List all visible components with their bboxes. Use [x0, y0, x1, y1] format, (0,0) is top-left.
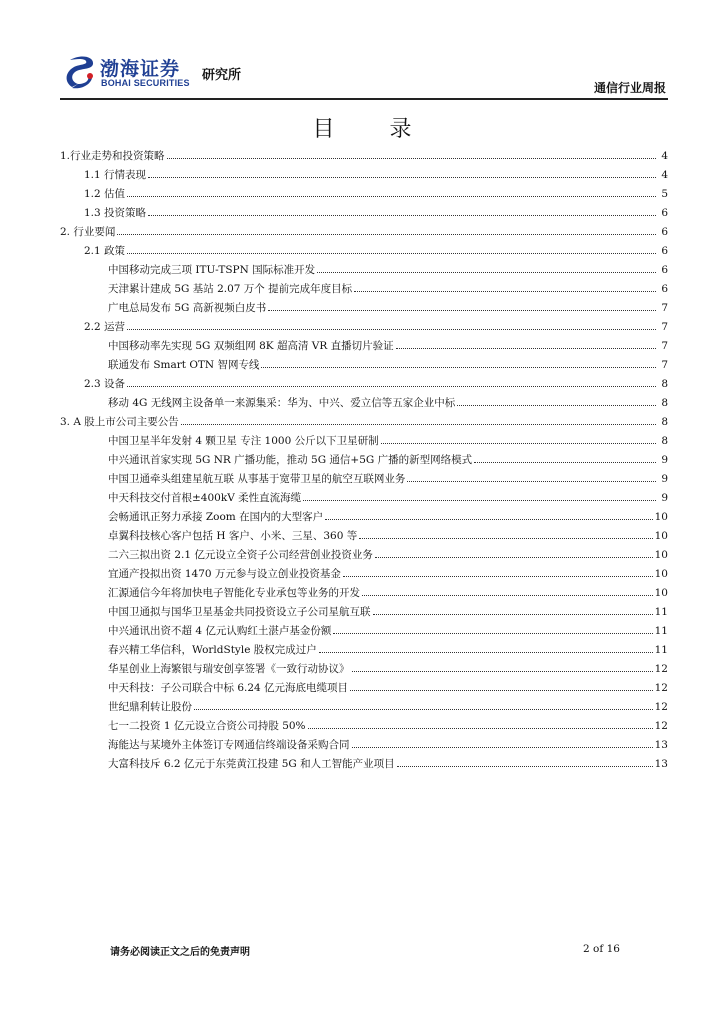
toc-entry-label: 中天科技：子公司联合中标 6.24 亿元海底电缆项目 [108, 682, 349, 694]
toc-entry-label: 中国移动率先实现 5G 双频组网 8K 超高清 VR 直播切片验证 [108, 340, 394, 352]
toc-entry-page: 6 [661, 264, 668, 276]
toc-entry-label: 2.1 政策 [84, 245, 126, 257]
toc-entry[interactable] [60, 622, 668, 641]
toc-dot-leader [407, 481, 656, 482]
toc-dot-leader [303, 500, 656, 501]
institute-name: 研究所 [202, 68, 242, 83]
toc-entry-label: 会畅通讯正努力承接 Zoom 在国内的大型客户 [108, 511, 324, 523]
toc-entry-page: 10 [654, 549, 668, 561]
toc-dot-leader [343, 576, 653, 577]
toc-entry-page: 6 [661, 207, 668, 219]
toc-dot-leader [127, 386, 656, 387]
toc-entry-page: 7 [661, 359, 668, 371]
toc-entry[interactable] [60, 242, 668, 261]
toc-entry-page: 11 [654, 644, 668, 656]
toc-entry[interactable] [60, 565, 668, 584]
toc-entry-label: 春兴精工华信科，WorldStyle 股权完成过户 [108, 644, 317, 656]
toc-entry-page: 6 [661, 283, 668, 295]
toc-entry[interactable] [60, 337, 668, 356]
toc-entry[interactable] [60, 432, 668, 451]
toc-entry-label: 中国卫星半年发射 4 颗卫星 专注 1000 公斤以下卫星研制 [108, 435, 379, 447]
toc-entry-label: 海能达与某境外主体签订专网通信终端设备采购合同 [108, 739, 350, 751]
toc-entry-page: 10 [654, 568, 668, 580]
logo-english-name: BOHAI SECURITIES [101, 78, 190, 88]
toc-entry-label: 移动 4G 无线网主设备单一来源集采：华为、中兴、爱立信等五家企业中标 [108, 397, 456, 409]
toc-dot-leader [457, 405, 656, 406]
toc-entry[interactable] [60, 280, 668, 299]
toc-entry[interactable] [60, 223, 668, 242]
toc-entry-page: 7 [661, 302, 668, 314]
toc-entry-page: 6 [661, 245, 668, 257]
toc-entry[interactable] [60, 546, 668, 565]
toc-entry-page: 12 [654, 663, 668, 675]
toc-dot-leader [261, 367, 656, 368]
toc-entry[interactable] [60, 413, 668, 432]
toc-entry[interactable] [60, 470, 668, 489]
toc-dot-leader [359, 538, 652, 539]
toc-dot-leader [354, 291, 656, 292]
toc-entry-page: 11 [654, 606, 668, 618]
toc-entry[interactable] [60, 299, 668, 318]
toc-entry[interactable] [60, 394, 668, 413]
toc-entry[interactable] [60, 660, 668, 679]
toc-entry-page: 10 [654, 511, 668, 523]
logo-chinese-name: 渤海证券 [100, 58, 181, 80]
toc-entry-page: 13 [654, 758, 668, 770]
toc-entry[interactable] [60, 489, 668, 508]
toc-entry[interactable] [60, 584, 668, 603]
toc-entry-page: 5 [661, 188, 668, 200]
toc-dot-leader [167, 158, 656, 159]
toc-entry-label: 汇源通信今年将加快电子智能化专业承包等业务的开发 [108, 587, 360, 599]
toc-entry[interactable] [60, 603, 668, 622]
table-of-contents [60, 147, 668, 774]
toc-dot-leader [127, 329, 656, 330]
disclaimer-note: 请务必阅读正文之后的免责声明 [110, 947, 250, 958]
toc-entry-label: 天津累计建成 5G 基站 2.07 万个 提前完成年度目标 [108, 283, 353, 295]
toc-entry[interactable] [60, 527, 668, 546]
toc-entry[interactable] [60, 185, 668, 204]
toc-entry-page: 8 [661, 416, 668, 428]
toc-dot-leader [352, 671, 653, 672]
toc-entry[interactable] [60, 508, 668, 527]
toc-entry-label: 联通发布 Smart OTN 智网专线 [108, 359, 260, 371]
toc-entry-page: 8 [661, 378, 668, 390]
toc-dot-leader [352, 747, 653, 748]
toc-dot-leader [308, 728, 653, 729]
toc-entry-page: 10 [654, 587, 668, 599]
toc-entry[interactable] [60, 166, 668, 185]
toc-dot-leader [148, 177, 656, 178]
toc-entry-label: 大富科技斥 6.2 亿元于东莞黄江投建 5G 和人工智能产业项目 [108, 758, 395, 770]
toc-entry-label: 七一二投资 1 亿元设立合资公司持股 50% [108, 720, 306, 732]
toc-entry-label: 华星创业上海繁银与瑞安创享签署《一致行动协议》 [108, 663, 350, 675]
toc-entry-page: 7 [661, 321, 668, 333]
toc-entry[interactable] [60, 451, 668, 470]
toc-dot-leader [396, 348, 656, 349]
toc-entry-label: 1.行业走势和投资策略 [60, 150, 165, 162]
toc-entry-label: 卓翼科技核心客户包括 H 客户、小米、三星、360 等 [108, 530, 358, 542]
toc-entry-page: 12 [654, 720, 668, 732]
toc-entry[interactable] [60, 147, 668, 166]
toc-dot-leader [381, 443, 656, 444]
toc-entry-page: 8 [661, 397, 668, 409]
toc-dot-leader [350, 690, 653, 691]
toc-dot-leader [181, 424, 656, 425]
toc-entry[interactable] [60, 717, 668, 736]
toc-dot-leader [194, 709, 653, 710]
toc-dot-leader [117, 234, 656, 235]
toc-entry[interactable] [60, 375, 668, 394]
toc-entry[interactable] [60, 356, 668, 375]
toc-dot-leader [319, 652, 653, 653]
toc-entry-page: 8 [661, 435, 668, 447]
toc-dot-leader [375, 557, 653, 558]
toc-entry[interactable] [60, 679, 668, 698]
toc-entry[interactable] [60, 204, 668, 223]
toc-entry[interactable] [60, 698, 668, 717]
toc-entry-label: 中国移动完成三项 ITU-TSPN 国际标准开发 [108, 264, 316, 276]
toc-entry-label: 1.2 估值 [84, 188, 126, 200]
toc-entry[interactable] [60, 318, 668, 337]
toc-entry-label: 中兴通讯首家实现 5G NR 广播功能，推动 5G 通信+5G 广播的新型网络模式 [108, 454, 473, 466]
toc-entry-label: 中国卫通牵头组建星航互联 从事基于宽带卫星的航空互联网业务 [108, 473, 406, 485]
toc-entry-page: 13 [654, 739, 668, 751]
toc-entry-label: 1.3 投资策略 [84, 207, 147, 219]
toc-entry-page: 12 [654, 682, 668, 694]
toc-entry-label: 3. A 股上市公司主要公告 [60, 416, 179, 428]
toc-entry-label: 2.3 设备 [84, 378, 126, 390]
toc-entry-page: 9 [661, 473, 668, 485]
toc-entry-label: 1.1 行情表现 [84, 169, 147, 181]
toc-entry-page: 7 [661, 340, 668, 352]
toc-entry-label: 中国卫通拟与国华卫星基金共同投资设立子公司星航互联 [108, 606, 371, 618]
toc-entry-label: 2.2 运营 [84, 321, 126, 333]
company-logo [66, 52, 266, 96]
toc-entry-page: 12 [654, 701, 668, 713]
toc-entry-page: 6 [661, 226, 668, 238]
toc-entry-page: 11 [654, 625, 668, 637]
page-indicator: 2 of 16 [583, 943, 620, 955]
toc-entry[interactable] [60, 641, 668, 660]
toc-entry[interactable] [60, 736, 668, 755]
toc-dot-leader [148, 215, 656, 216]
toc-dot-leader [127, 196, 656, 197]
toc-dot-leader [268, 310, 656, 311]
bohai-logo-icon [66, 54, 96, 90]
toc-dot-leader [362, 595, 653, 596]
toc-entry-label: 二六三拟出资 2.1 亿元设立全资子公司经营创业投资业务 [108, 549, 373, 561]
toc-dot-leader [474, 462, 656, 463]
report-type: 通信行业周报 [593, 81, 666, 95]
toc-title: 目 录 [312, 117, 436, 142]
toc-entry-label: 中天科技交付首根±400kV 柔性直流海缆 [108, 492, 302, 504]
toc-entry-page: 9 [661, 454, 668, 466]
toc-dot-leader [373, 614, 653, 615]
toc-entry-label: 世纪鼎利转让股份 [108, 701, 192, 713]
toc-entry-label: 广电总局发布 5G 高新视频白皮书 [108, 302, 267, 314]
header-divider [60, 98, 668, 100]
toc-entry-label: 2. 行业要闻 [60, 226, 116, 238]
toc-entry-page: 4 [661, 150, 668, 162]
toc-entry-page: 10 [654, 530, 668, 542]
toc-entry[interactable] [60, 261, 668, 280]
toc-entry-label: 宜通产投拟出资 1470 万元参与设立创业投资基金 [108, 568, 341, 580]
toc-dot-leader [397, 766, 653, 767]
toc-dot-leader [325, 519, 653, 520]
toc-entry[interactable] [60, 755, 668, 774]
toc-entry-page: 4 [661, 169, 668, 181]
toc-dot-leader [127, 253, 656, 254]
toc-entry-page: 9 [661, 492, 668, 504]
toc-dot-leader [333, 633, 652, 634]
toc-entry-label: 中兴通讯出资不超 4 亿元认购红土湛卢基金份额 [108, 625, 332, 637]
toc-dot-leader [317, 272, 656, 273]
